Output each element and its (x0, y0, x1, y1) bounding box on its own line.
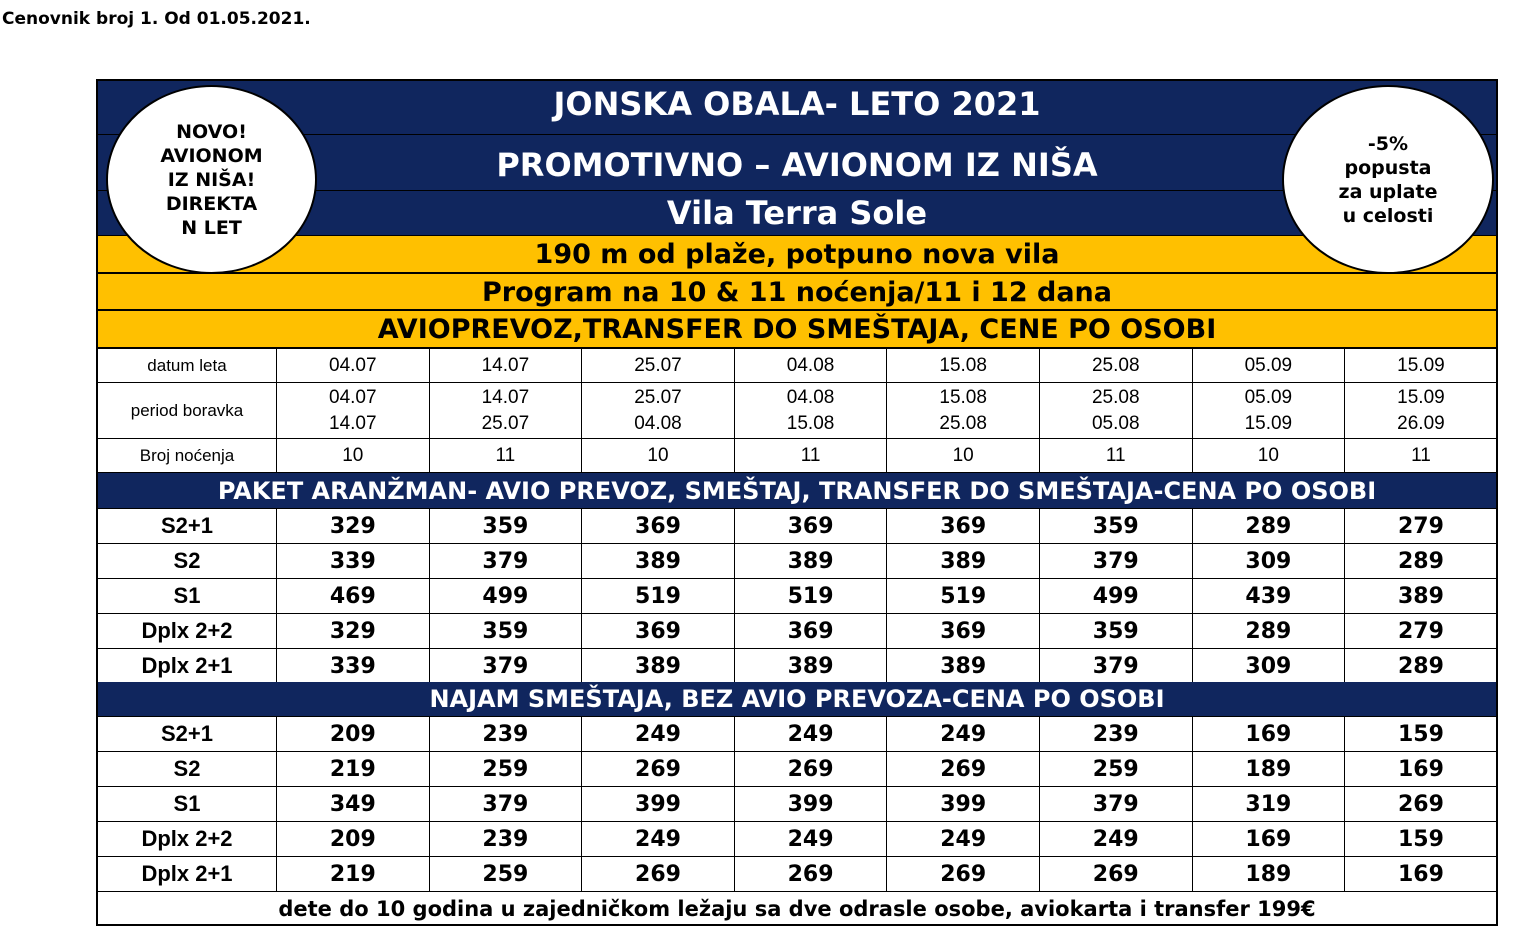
table-row (98, 509, 1498, 544)
price-cell: 379 (1039, 544, 1192, 579)
period-start: 25.08 (1091, 386, 1140, 408)
price-cell: 239 (429, 717, 582, 752)
price-list-number: Cenovnik broj 1. Od 01.05.2021. (2, 9, 311, 29)
price-cell: 519 (887, 579, 1040, 614)
stay-period-cell (734, 383, 887, 439)
room-type-label: Dplx 2+1 (98, 857, 277, 892)
table-row (98, 822, 1498, 857)
flight-date-cell: 25.07 (582, 349, 735, 383)
price-cell: 269 (1345, 787, 1498, 822)
stay-period-cell (887, 383, 1040, 439)
price-cell: 379 (429, 787, 582, 822)
price-cell: 349 (277, 787, 430, 822)
price-cell: 169 (1345, 752, 1498, 787)
price-cell: 189 (1192, 752, 1345, 787)
price-cell: 379 (429, 544, 582, 579)
price-cell: 159 (1345, 822, 1498, 857)
nights-cell: 10 (887, 439, 1040, 473)
table-row (98, 752, 1498, 787)
price-cell: 369 (734, 614, 887, 649)
period-start: 05.09 (1244, 386, 1293, 408)
stay-period-cell (582, 383, 735, 439)
price-cell: 369 (887, 509, 1040, 544)
price-cell: 379 (1039, 649, 1192, 684)
discount-badge-text: -5% popusta za uplate u celosti (1338, 132, 1438, 227)
price-cell: 389 (887, 544, 1040, 579)
price-cell: 289 (1345, 544, 1498, 579)
table-row (98, 544, 1498, 579)
price-cell: 499 (1039, 579, 1192, 614)
price-cell: 329 (277, 614, 430, 649)
promo-subtitle: PROMOTIVNO – AVIONOM IZ NIŠA (98, 135, 1496, 191)
stay-period-label: period boravka (98, 383, 277, 439)
table-row (98, 579, 1498, 614)
period-end: 05.08 (1091, 412, 1140, 434)
period-start: 04.08 (786, 386, 835, 408)
rental-price-table (97, 716, 1498, 892)
price-cell: 339 (277, 649, 430, 684)
price-cell: 219 (277, 752, 430, 787)
price-cell: 269 (734, 857, 887, 892)
price-cell: 389 (582, 544, 735, 579)
price-cell: 359 (429, 614, 582, 649)
price-cell: 369 (582, 509, 735, 544)
stay-period-cell (1345, 383, 1498, 439)
price-cell: 169 (1192, 822, 1345, 857)
price-cell: 359 (1039, 614, 1192, 649)
price-cell: 359 (429, 509, 582, 544)
table-row (98, 787, 1498, 822)
page-title: JONSKA OBALA- LETO 2021 (98, 81, 1496, 135)
price-cell: 399 (734, 787, 887, 822)
flight-date-cell: 25.08 (1039, 349, 1192, 383)
highlight-transport: AVIOPREVOZ,TRANSFER DO SMEŠTAJA, CENE PO OSOBI (98, 311, 1496, 349)
price-cell: 269 (887, 857, 1040, 892)
room-type-label: Dplx 2+1 (98, 649, 277, 684)
period-end: 04.08 (634, 412, 682, 434)
nights-cell: 11 (429, 439, 582, 473)
price-cell: 369 (734, 509, 887, 544)
price-cell: 239 (429, 822, 582, 857)
nights-cell: 10 (277, 439, 430, 473)
price-cell: 389 (734, 649, 887, 684)
price-cell: 309 (1192, 649, 1345, 684)
flight-date-cell: 15.09 (1345, 349, 1498, 383)
child-price-note: dete do 10 godina u zajedničkom ležaju sa dve odrasle osobe, aviokarta i transfer 199€ (98, 891, 1496, 925)
nights-cell: 11 (734, 439, 887, 473)
nights-row (98, 439, 1498, 473)
price-cell: 519 (582, 579, 735, 614)
period-end: 26.09 (1397, 412, 1445, 434)
price-cell: 269 (1039, 857, 1192, 892)
flight-date-cell: 15.08 (887, 349, 1040, 383)
room-type-label: Dplx 2+2 (98, 822, 277, 857)
price-cell: 389 (1345, 579, 1498, 614)
nights-cell: 11 (1039, 439, 1192, 473)
flight-date-label: datum leta (98, 349, 277, 383)
price-cell: 379 (429, 649, 582, 684)
nights-cell: 11 (1345, 439, 1498, 473)
table-row (98, 649, 1498, 684)
price-cell: 259 (1039, 752, 1192, 787)
price-cell: 249 (1039, 822, 1192, 857)
discount-badge (1282, 85, 1494, 274)
period-start: 15.09 (1397, 386, 1445, 408)
price-cell: 189 (1192, 857, 1345, 892)
price-cell: 259 (429, 752, 582, 787)
period-end: 25.08 (939, 412, 987, 434)
period-start: 14.07 (481, 386, 530, 408)
room-type-label: S1 (98, 787, 277, 822)
period-end: 15.08 (786, 412, 835, 434)
price-cell: 209 (277, 717, 430, 752)
room-type-label: S2 (98, 752, 277, 787)
new-flight-badge (106, 85, 317, 274)
room-type-label: Dplx 2+2 (98, 614, 277, 649)
price-cell: 519 (734, 579, 887, 614)
rental-section-title: NAJAM SMEŠTAJA, BEZ AVIO PREVOZA-CENA PO OSOBI (98, 682, 1496, 717)
period-end: 15.09 (1244, 412, 1293, 434)
room-type-label: S2+1 (98, 509, 277, 544)
price-cell: 219 (277, 857, 430, 892)
price-cell: 279 (1345, 509, 1498, 544)
stay-period-cell (277, 383, 430, 439)
nights-cell: 10 (582, 439, 735, 473)
period-end: 25.07 (481, 412, 530, 434)
price-cell: 249 (582, 822, 735, 857)
price-cell: 269 (887, 752, 1040, 787)
villa-name: Vila Terra Sole (98, 191, 1496, 236)
price-cell: 399 (887, 787, 1040, 822)
package-price-table (97, 508, 1498, 684)
price-cell: 269 (582, 857, 735, 892)
price-cell: 249 (582, 717, 735, 752)
highlight-program: Program na 10 & 11 noćenja/11 i 12 dana (98, 274, 1496, 311)
price-cell: 169 (1192, 717, 1345, 752)
price-cell: 289 (1192, 614, 1345, 649)
price-cell: 369 (582, 614, 735, 649)
table-row (98, 857, 1498, 892)
price-cell: 399 (582, 787, 735, 822)
price-cell: 249 (887, 822, 1040, 857)
flight-date-row (98, 349, 1498, 383)
period-start: 15.08 (939, 386, 987, 408)
flight-date-cell: 04.07 (277, 349, 430, 383)
price-cell: 159 (1345, 717, 1498, 752)
stay-period-cell (429, 383, 582, 439)
stay-period-cell (1192, 383, 1345, 439)
room-type-label: S2 (98, 544, 277, 579)
period-start: 25.07 (634, 386, 682, 408)
flight-date-cell: 05.09 (1192, 349, 1345, 383)
price-cell: 309 (1192, 544, 1345, 579)
table-row (98, 717, 1498, 752)
price-cell: 389 (582, 649, 735, 684)
new-flight-badge-text: NOVO! AVIONOM IZ NIŠA! DIREKTA N LET (160, 120, 263, 239)
price-cell: 339 (277, 544, 430, 579)
dates-table (97, 348, 1498, 473)
price-cell: 439 (1192, 579, 1345, 614)
highlight-beach: 190 m od plaže, potpuno nova vila (98, 236, 1496, 274)
room-type-label: S1 (98, 579, 277, 614)
price-cell: 289 (1345, 649, 1498, 684)
price-cell: 209 (277, 822, 430, 857)
price-cell: 389 (734, 544, 887, 579)
period-end: 14.07 (329, 412, 377, 434)
period-start: 04.07 (329, 386, 377, 408)
stay-period-row (98, 383, 1498, 439)
price-cell: 249 (887, 717, 1040, 752)
stay-period-cell (1039, 383, 1192, 439)
price-cell: 469 (277, 579, 430, 614)
price-cell: 369 (887, 614, 1040, 649)
price-cell: 249 (734, 822, 887, 857)
price-cell: 169 (1345, 857, 1498, 892)
price-cell: 319 (1192, 787, 1345, 822)
nights-label: Broj noćenja (98, 439, 277, 473)
nights-cell: 10 (1192, 439, 1345, 473)
room-type-label: S2+1 (98, 717, 277, 752)
price-cell: 269 (582, 752, 735, 787)
price-cell: 359 (1039, 509, 1192, 544)
flight-date-cell: 04.08 (734, 349, 887, 383)
price-cell: 389 (887, 649, 1040, 684)
price-cell: 259 (429, 857, 582, 892)
price-cell: 379 (1039, 787, 1192, 822)
price-cell: 249 (734, 717, 887, 752)
price-cell: 329 (277, 509, 430, 544)
price-cell: 499 (429, 579, 582, 614)
package-section-title: PAKET ARANŽMAN- AVIO PREVOZ, SMEŠTAJ, TRANSFER DO SMEŠTAJA-CENA PO OSOBI (98, 473, 1496, 508)
flight-date-cell: 14.07 (429, 349, 582, 383)
price-cell: 279 (1345, 614, 1498, 649)
price-cell: 289 (1192, 509, 1345, 544)
table-row (98, 614, 1498, 649)
price-cell: 239 (1039, 717, 1192, 752)
price-cell: 269 (734, 752, 887, 787)
